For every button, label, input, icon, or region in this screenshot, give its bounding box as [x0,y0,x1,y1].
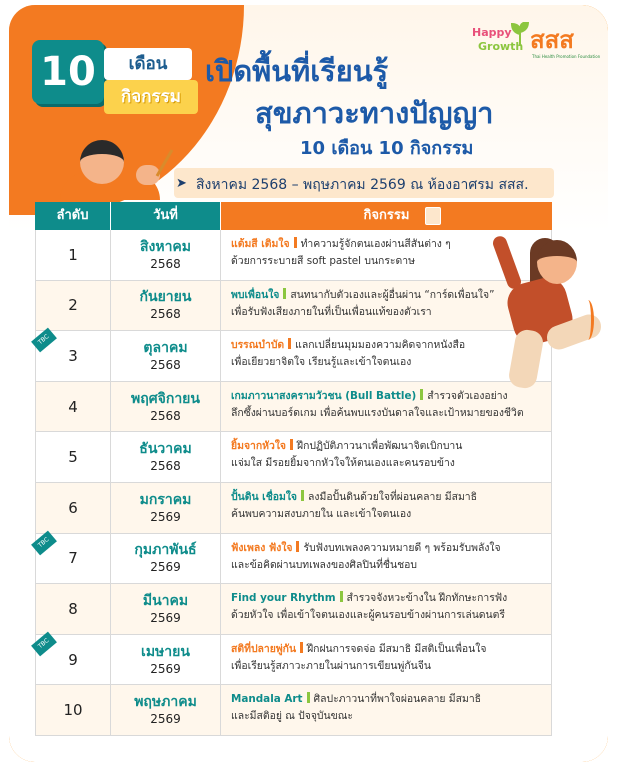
activity-desc-1: สนทนากับตัวเองและผู้อื่นผ่าน “การ์ดเพื่อนใจ” [290,288,495,301]
notepad-icon [425,207,441,225]
row-number: 7 [35,534,110,584]
row-month: เมษายน [141,643,190,660]
logo-growth-text: Growth [478,40,524,53]
row-number: 2 [35,281,110,331]
activity-name: Mandala Art [231,693,303,706]
tbc-ribbon: TBC [31,530,57,555]
row-year: 2568 [150,459,181,474]
activity-name: แต้มสี เติมใจ [231,238,290,250]
title-line-1: เปิดพื้นที่เรียนรู้ [205,54,389,88]
row-number: 1 [35,230,110,280]
activity-desc-1: ศิลปะภาวนาที่พาใจผ่อนคลาย มีสมาธิ [313,693,482,706]
table-row [35,331,552,382]
table-row [35,432,552,483]
tbc-ribbon: TBC [31,328,57,353]
activity-separator [283,288,286,299]
tbc-ribbon: TBC [31,631,57,656]
row-month: พฤศจิกายน [131,390,200,407]
row-month-cell [110,432,220,482]
activity-desc-2: และมีสติอยู่ ณ ปัจจุบันขณะ [231,710,353,723]
row-month: มีนาคม [142,592,189,609]
squiggle-decoration [582,300,594,340]
table-header [35,202,552,230]
row-month-cell [110,382,220,432]
activity-name: พบเพื่อนใจ [231,288,280,301]
row-activity-cell [220,534,552,584]
row-activity-cell [220,331,552,381]
activity-desc-2: ด้วยการระบายสี soft pastel บนกระดาษ [231,255,415,267]
activity-desc-1: สำรวจจังหวะข้างใน ฝึกทักษะการฟัง [346,592,508,605]
row-month: พฤษภาคม [134,694,197,711]
activity-separator [288,338,291,349]
activity-name: บรรณบำบัด [231,339,285,352]
row-activity-cell [220,382,552,432]
activity-name: สติที่ปลายพู่กัน [231,642,297,655]
header-no: ลำดับ [35,202,110,230]
logo-happy-text: Happy [472,26,512,39]
activity-separator [290,439,293,450]
row-number: 9 [35,635,110,685]
row-year: 2568 [150,357,181,372]
sprout-icon [510,22,530,46]
header-activity [220,202,552,230]
row-number: 6 [35,483,110,533]
activity-separator [294,237,297,248]
table-row [35,382,552,433]
activity-desc-2: เพื่อรับฟังเสียงภายในที่เป็นเพื่อนแท้ของตัวเรา [231,305,432,318]
header-activity-label: กิจกรรม [363,208,410,223]
row-year: 2568 [150,307,181,322]
activity-separator [307,692,310,703]
activity-desc-1: แลกเปลี่ยนมุมมองความคิดจากหนังสือ [295,339,466,352]
row-year: 2569 [150,560,181,575]
activity-separator [300,642,303,653]
row-month-cell [110,230,220,280]
sss-logo-subtext: Thai Health Promotion Foundation [532,54,601,59]
activity-desc-2: ลึกซึ้งผ่านบอร์ดเกม เพื่อค้นพบแรงบันดาลใจและเป้าหมายของชีวิต [231,406,524,419]
activity-name: Find your Rhythm [231,592,336,605]
row-activity-cell [220,584,552,634]
table-row [35,635,552,686]
row-year: 2569 [150,509,181,524]
row-month: กันยายน [139,289,192,306]
row-year: 2569 [150,610,181,625]
row-month-cell [110,534,220,584]
activity-separator [420,389,423,400]
activity-desc-2: เพื่อเยียวยาจิตใจ เรียนรู้และเข้าใจตนเอง [231,356,412,369]
row-month-cell [110,281,220,331]
header-month: วันที่ [110,202,220,230]
row-year: 2569 [150,661,181,676]
table-row [35,685,552,736]
table-row [35,584,552,635]
row-month-cell [110,635,220,685]
activity-separator [296,541,299,552]
badge-activity-word: กิจกรรม [104,80,198,114]
row-month-cell [110,584,220,634]
row-number: 3 [35,331,110,381]
row-number: 10 [35,685,110,735]
table-body [35,230,552,736]
activity-name: เกมภาวนาสงครามวัวชน (Bull Battle) [231,389,417,402]
row-activity-cell [220,685,552,735]
activity-name: ปั้นดิน เชื่อมใจ [231,490,298,503]
sss-logo-text: สสส [530,26,574,54]
row-month: ตุลาคม [143,339,188,356]
row-month-cell [110,483,220,533]
activity-desc-1: ฝึกปฏิบัติภาวนาเพื่อพัฒนาจิตเบิกบาน [297,440,463,453]
table-row [35,483,552,534]
row-number: 8 [35,584,110,634]
row-activity-cell [220,281,552,331]
activity-desc-1: สำรวจตัวเองอย่าง [427,389,508,402]
activity-desc-1: ลงมือปั้นดินด้วยใจที่ผ่อนคลาย มีสมาธิ [308,490,477,503]
activity-separator [301,490,304,501]
activity-desc-1: ทำความรู้จักตนเองผ่านสีสันต่าง ๆ [300,238,451,250]
activity-name: ยิ้มจากหัวใจ [231,440,286,453]
activity-desc-1: ฝึกฝนการจดจ่อ มีสมาธิ มีสติเป็นเพื่อนใจ [307,642,487,655]
row-month: กุมภาพันธ์ [134,542,197,559]
activity-desc-2: แจ่มใส มีรอยยิ้มจากหัวใจให้ตนเองและคนรอบข้าง [231,457,455,470]
row-year: 2569 [150,712,181,727]
row-month: สิงหาคม [139,238,192,255]
badge-month-word: เดือน [104,48,192,80]
row-month-cell [110,331,220,381]
boy-illustration-head [80,140,124,184]
activity-desc-2: เพื่อเรียนรู้สภาวะภายในผ่านการเขียนพู่กันจีน [231,659,431,672]
title-line-2: สุขภาวะทางปัญญา [255,96,494,130]
girl-illustration-head [537,240,577,284]
table-row [35,281,552,332]
row-activity-cell [220,432,552,482]
happy-growth-logo [472,22,534,60]
activity-desc-1: รับฟังบทเพลงความหมายดี ๆ พร้อมรับพลังใจ [303,541,501,554]
activity-name: ฟังเพลง ฟังใจ [231,541,293,554]
row-year: 2568 [150,256,181,271]
row-month-cell [110,685,220,735]
activity-table [35,202,552,736]
row-activity-cell [220,635,552,685]
row-year: 2568 [150,408,181,423]
table-row [35,534,552,585]
subtitle: 10 เดือน 10 กิจกรรม [300,138,474,159]
activity-desc-2: ด้วยหัวใจ เพื่อเข้าใจตนเองและผู้คนรอบข้างผ่านการเล่นดนตรี [231,609,505,622]
activity-separator [340,591,343,602]
row-number: 5 [35,432,110,482]
activity-desc-2: ค้นพบความสงบภายใน และเข้าใจตนเอง [231,507,412,520]
row-month: มกราคม [139,491,192,508]
row-activity-cell [220,483,552,533]
badge-number: 10 [32,40,104,104]
date-range-text: สิงหาคม 2568 – พฤษภาคม 2569 ณ ห้องอาศรม สสส. [196,177,529,193]
row-number: 4 [35,382,110,432]
row-month: ธันวาคม [139,441,192,458]
arrow-right-icon: ➤ [176,176,187,191]
table-row [35,230,552,281]
activity-desc-2: และข้อคิดผ่านบทเพลงของศิลปินที่ชื่นชอบ [231,558,417,571]
